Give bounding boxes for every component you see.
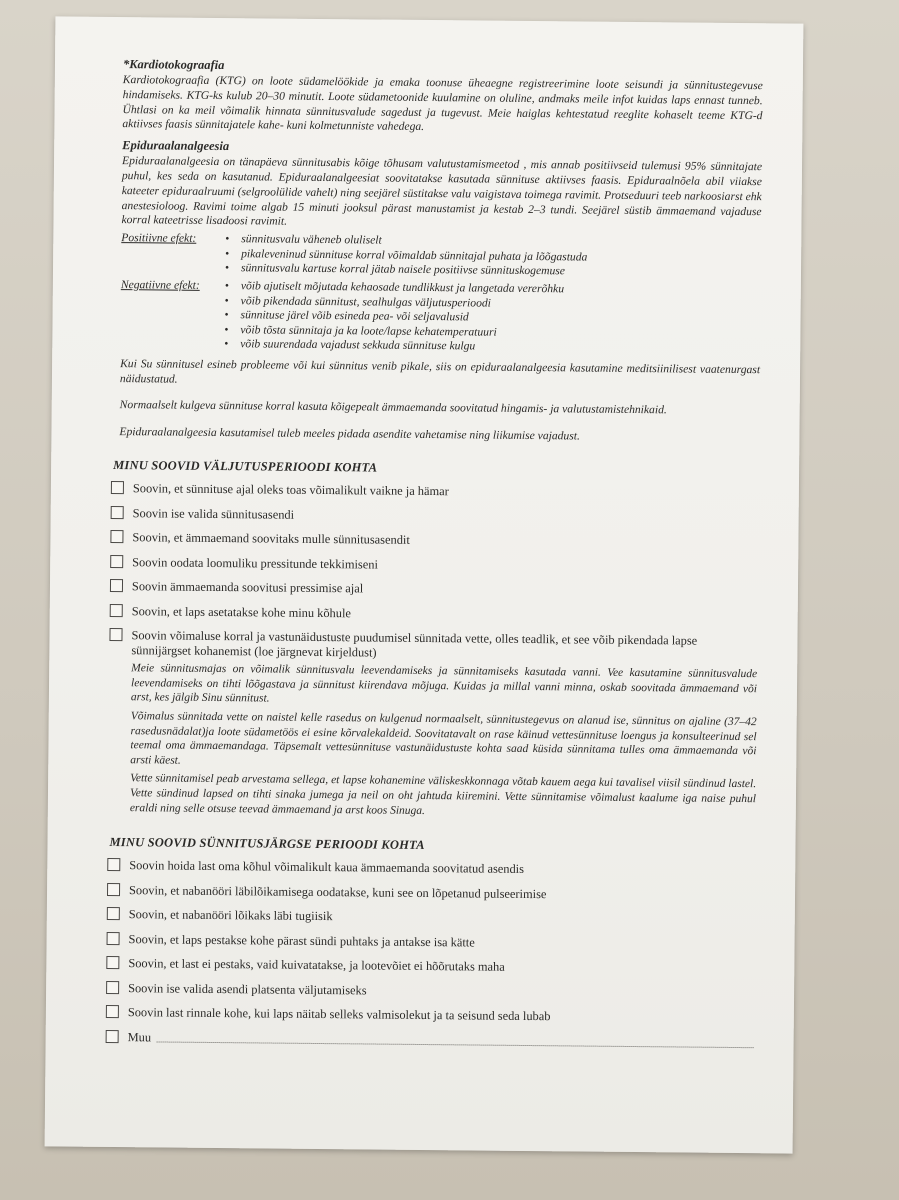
water-birth-paragraph: Meie sünnitusmajas on võimalik sünnitusvalu leevendamiseks ja sünnitamiseks kasutada vanni. Vee kasutamine sünnitusvalude leevendamiseks on tihti lõõgastava ja sünnitust kiirendava mõjuga. Kuidas ja millal vanni minna, oskab soovitada ämmaemand või arst, kes jälgib Sinu sünnitust. [130, 662, 758, 706]
postnatal-option-other [106, 1030, 754, 1051]
epidural-title: Epiduraalanalgeesia [122, 138, 230, 154]
list-item: • sünnitusvalu väheneb oluliselt [225, 232, 587, 250]
list-item: • pikaleveninud sünnituse korral võimaldab sünnitajal puhata ja lõõgastuda [225, 247, 587, 265]
option-label: Soovin, et laps pestakse kohe pärast sündi puhtaks ja antakse isa kätte [128, 931, 475, 950]
expulsion-option [109, 628, 757, 663]
checkbox[interactable] [111, 506, 124, 519]
checkbox[interactable] [106, 1005, 119, 1018]
other-label: Muu [127, 1029, 152, 1045]
checkbox[interactable] [106, 1030, 119, 1043]
water-birth-paragraph: Võimalus sünnitada vette on naistel kelle rasedus on kulgenud normaalselt, sünnitustegevus on alanud ise, sünnitus on ajaline (37–42 rasedusnädalat)ja loote südametöös ei esine kõrvalekaldeid. Soovitatavalt on rase käinud vettesünnituse loengus ja konsulteerinud sel teemal oma ämmaemandaga. Täpsemalt vettesünnituse vastunäidustuste kohta saad küsida sünnitama tulles oma ämmaemanda või arsti käest. [130, 710, 757, 767]
checkbox[interactable] [107, 883, 120, 896]
option-label: Soovin, et nabanööri läbilõikamisega oodatakse, kuni see on lõpetanud pulseerimise [128, 882, 547, 901]
option-label: Soovin, et nabanööri lõikaks läbi tugiisik [128, 907, 333, 924]
postnatal-option [107, 932, 755, 953]
option-label: Soovin ise valida sünnitusasendi [132, 505, 295, 522]
checkbox[interactable] [107, 907, 120, 920]
list-item: • sünnituse järel võib esineda pea- või seljavalusid [225, 308, 564, 326]
option-label: Soovin hoida last oma kõhul võimalikult kaua ämmaemanda soovitatud asendis [129, 858, 525, 877]
expulsion-option [110, 555, 758, 576]
option-label: Soovin last rinnale kohe, kui laps näitab selleks valmisolekut ja ta seisund seda lubab [127, 1005, 551, 1024]
postnatal-option [106, 956, 754, 977]
ktg-title: *Kardiotokograafia [122, 57, 225, 73]
checkbox[interactable] [107, 858, 120, 871]
expulsion-heading: MINU SOOVID VÄLJUTUSPERIOODI KOHTA [113, 458, 378, 475]
negative-effect-list [224, 279, 564, 355]
checkbox[interactable] [106, 981, 119, 994]
postnatal-option [107, 883, 755, 904]
negative-effects [120, 278, 761, 357]
postnatal-option [106, 981, 754, 1002]
epidural-note: Epiduraalanalgeesia kasutamisel tuleb meeles pidada asendite vahetamise ning liikumise vajadust. [119, 424, 580, 442]
expulsion-option [110, 604, 758, 625]
expulsion-option [110, 579, 758, 600]
other-input-line[interactable] [157, 1030, 754, 1048]
epidural-note: Kui Su sünnitusel esineb probleeme või kui sünnitus venib pikale, siis on epiduraalanalgeesia kasutamine meditsiinilisest vaatenurgast näidustatud. [119, 356, 761, 386]
checkbox[interactable] [111, 481, 124, 494]
positive-effect-list [225, 232, 588, 279]
expulsion-option [111, 481, 759, 502]
postnatal-option [107, 907, 755, 928]
checkbox[interactable] [110, 555, 123, 568]
epidural-note: Normaalselt kulgeva sünnituse korral kasuta kõigepealt ämmaemanda soovitatud hingamis- ja valutustamistehnikaid. [119, 398, 667, 417]
negative-effect-label: Negatiivne efekt: [120, 278, 200, 292]
postnatal-heading: MINU SOOVID SÜNNITUSJÄRGSE PERIOODI KOHTA [109, 835, 425, 853]
checkbox[interactable] [109, 628, 122, 641]
positive-effects [121, 231, 761, 281]
positive-effect-label: Positiivne efekt: [121, 231, 197, 245]
option-label: Soovin, et last ei pestaks, vaid kuivatatakse, ja lootevõiet ei hõõrutaks maha [128, 956, 505, 975]
option-label: Soovin, et laps asetatakse kohe minu kõhule [131, 603, 351, 621]
checkbox[interactable] [110, 604, 123, 617]
water-birth-paragraph: Vette sünnitamisel peab arvestama sellega, et lapse kohanemine väliskeskkonnaga võtab kauem aega kui tavalisel viisil sündinud lastel. Vette sündinud lapsed on tihti sinaka jumega ja neil on oht jahtuda kiiremini. Vette sünnitamise võimalust kaalume iga naise puhul eraldi ning selle otsuse teevad ämmaemand ja arst koos Sinuga. [129, 772, 757, 817]
expulsion-option [110, 530, 758, 551]
ktg-text: Kardiotokograafia (KTG) on loote südamelöökide ja emaka toonuse üheaegne registreerimine loote seisundi ja sünnitustegevuse hindamiseks. KTG-ks kulub 20–30 minutit. Loote südametoonide kuulamine on oluline, andmaks meile infot kuidas laps ennast tunneb. Ühtlasi on ka meil võimalik hinnata sünnitusvalude sagedust ja tugevust. Meie haiglas kehtestatud reeglite kohaselt teeme KTG-d aktiivses faasis sünnitajatele kahe- kuni kolmetunniste vahedega. [122, 73, 763, 134]
checkbox[interactable] [107, 932, 120, 945]
option-label: Soovin ise valida asendi platsenta väljutamiseks [128, 980, 367, 998]
postnatal-option [107, 858, 755, 879]
option-label: Soovin, et sünnituse ajal oleks toas võimalikult vaikne ja hämar [132, 481, 449, 499]
checkbox[interactable] [110, 530, 123, 543]
expulsion-option [111, 506, 759, 527]
list-item: • võib ajutiselt mõjutada kehaosade tundlikkust ja langetada vererõhku [225, 279, 564, 297]
water-birth-info [130, 661, 757, 821]
list-item: • võib tõsta sünnitaja ja ka loote/lapse kehatemperatuuri [224, 323, 563, 341]
list-item: • võib suurendada vajadust sekkuda sünnituse kulgu [224, 337, 563, 355]
checkbox[interactable] [106, 956, 119, 969]
option-label: Soovin ämmaemanda soovitusi pressimise ajal [131, 579, 364, 596]
option-label: Soovin, et ämmaemand soovitaks mulle sünnitusasendit [132, 530, 410, 548]
postnatal-option [106, 1005, 754, 1026]
checkbox[interactable] [110, 579, 123, 592]
option-label: Soovin võimaluse korral ja vastunäidustuste puudumisel sünnitada vette, olles teadlik, et see võib pikendada lapse sünnijärgset kohanemist (loe järgnevat kirjeldust) [131, 628, 698, 660]
option-label: Soovin oodata loomuliku pressitunde tekkimiseni [132, 554, 378, 572]
list-item: • võib pikendada sünnitust, sealhulgas väljutusperioodi [225, 294, 564, 312]
page-content [109, 57, 763, 1050]
list-item: • sünnitusvalu kartuse korral jätab naisele positiivse sünnituskogemuse [225, 261, 587, 279]
epidural-text: Epiduraalanalgeesia on tänapäeva sünnitusabis kõige tõhusam valutustamismeetod , mis annab positiivseid tulemusi 95% sünnitajate puhul, kes seda on kasutanud. Epiduraalanalgeesiat soovitatakse kasutada sünnituse aktiivses faasis. Epiduraalnõela abil viiakse kateeter epiduraalruumi (selgroolülide vahelt) ning seejärel süstitakse valu vaigistava toimega ravimit. Protseduuri teeb narkoosiarst ehk anestesioloog. Ravimi toime algab 15 minuti jooksul pärast manustamist ja kestab 2–3 tundi. Seejärel süstib ämmaemand vajaduse korral kateetrisse lisadoosi ravimit. [121, 154, 763, 229]
document-page [45, 16, 804, 1153]
